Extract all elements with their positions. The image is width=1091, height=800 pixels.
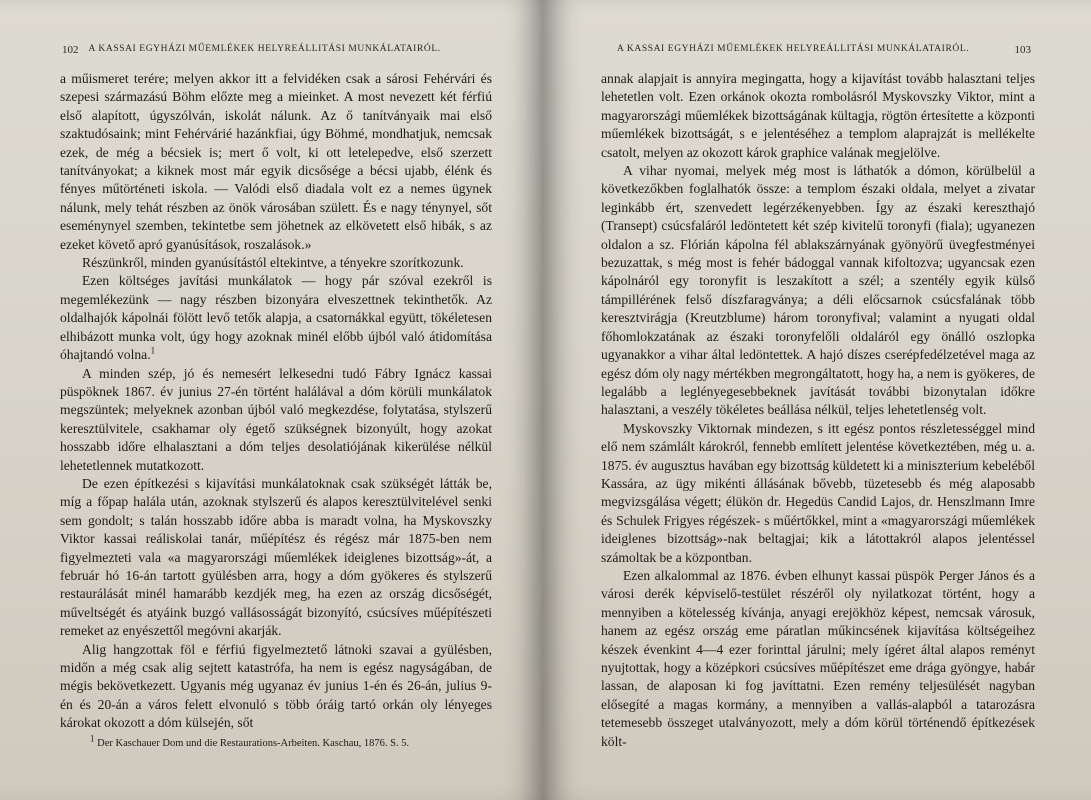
footnote-mark: 1 xyxy=(90,733,95,744)
paragraph: a műismeret terére; melyen akkor itt a felvidéken csak a sárosi Fehérvári és szepesi származású Böhm előzte meg a mieinket. A most nevezett két férfiú első alapított, úgyszólván, iskolát nálunk. Az ő tanítványaik mai első szaktudósaink; mint Fehérvárié hazánkfiai, úgy Böhmé, mondhatjuk, nemcsak ezek, de még a bécsiek is; mert ő volt, ki ott letelepedve, első szerzett tanítványokat; a kiknek most már egyik dicsősége a bécsi ujabb, élénk és fényes műtörténeti iskola. — Valódi első diadala volt ez a nemes ügynek nálunk, mely tehát részben az önök városában születt. És e nagy ténynyel, sőt eseménynyel szemben, tekintetbe sem jöhetnek az elkövetett első hibák, s az ezeket követő apró gyanúsítások, roszalások.» xyxy=(60,71,492,252)
paragraph: Ezen alkalommal az 1876. évben elhunyt kassai püspök Perger János és a városi derék képviselő-testület részéről oly nyilatkozat történt, hogy a mennyiben a kötelesség kívánja, anyagi erejökhöz képest, nemcsak városuk, hanem az egész ország eme páratlan műkincsének kijavítása költségeihez készek évenkint 4—4 ezer forinttal járulni; mely ígéret által alapos reményt nyujtottak, hogy a középkori csúcsíves műépítészet eme drága gyöngye, habár lassan, de alaposan ki fog javíttatni. Ezen remény teljesülését nagyban elősegíté a magas kormány, a mennyiben a vallás-alapból a tatarozásra tetemesebb összeget utalványozott, mely a dóm körül történendő építkezések költ- xyxy=(601,567,1035,749)
right-page-header xyxy=(603,44,1031,56)
paragraph: De ezen építkezési s kijavítási munkálatoknak csak szükségét látták be, míg a főpap halála után, azoknak stylszerű és alapos keresztülvitelével senki sem gondolt; s talán hosszabb időre abba is maradt volna, ha Myskovszky Viktor kassai reáliskolai tanár, műépítész és régész már 1875-ben nem figyelmezteti vala «a magyarországi műemlékek ideiglenes bizottság»-át, a február hó 16-án tartott gyülésben arra, hogy a dóm gyökeres és stylszerű restaurálását minél hamarább kezdjék meg, ha ezen az ország dicsőségét, műveltségét és atyáink buzgó vallásosságát bizonyító, csúcsíves műépítészeti remeket az enyészettől megóvni akarják. xyxy=(60,475,492,639)
right-body-text xyxy=(601,70,1035,751)
paragraph: A vihar nyomai, melyek még most is láthatók a dómon, körülbelül a következőkben foglalhatók össze: a templom északi oldala, melyet a zivatar leginkább ért, szenvedett legérzékenyebben. Így az északi kereszthajó (Transept) csúcsfaláról ledöntetett két szép kivitelű toronyfi (fiala); ugyanezen oldalon a sz. Flórián kápolna fél ablakszárnyának gyönyörű üvegfestményei bezuzattak, s még most is fehér bádoggal vannak kifoltozva; ugyancsak ezen kápolnáról egy toronyfit is leszakított a szél; a szentély egyik külső támpillérének felső díszfaragványa; a déli előcsarnok csúcsfalának több keresztvirágja (Kreutzblume) három toronyfival; valamint a nyugati oldal főhomlokzatának az északi toronyfelőli oldaláról egy önálló oszlopka ugyanakkor a vihar által ledöntettek. A hajó díszes cserépfedélzetével maga az egész dóm oly nagy mértékben megrongáltatott, hogy ha, a nem is gyökeres, de legalább a leglényegesebbeknek javítását további bizonytalan időkre halasztani, a veszély tökéletes beállása nélkül, teljes lehetetlenség volt. xyxy=(601,163,1035,418)
footnote-reference: 1 xyxy=(150,345,156,356)
page-number: 102 xyxy=(62,44,79,56)
page-number: 103 xyxy=(1014,44,1031,56)
paragraph: Alig hangzottak föl e férfiú figyelmeztető látnoki szavai a gyülésben, midőn a még csak alig sejtett katastrófa, ha nem is egész nagyságában, de mégis bekövetkezett. Ugyanis még ugyanaz év junius 1-én és 26-án, julius 9-én és 20-án a város felett elvonuló s több óráig tartó orkán oly lényeges károkat okozott a dóm külsején, sőt xyxy=(60,641,492,731)
paragraph: A minden szép, jó és nemesért lelkesedni tudó Fábry Ignácz kassai püspöknek 1867. év junius 27-én történt halálával a dóm körüli munkálatok megszüntek; melyeknek azonban újból való megkezdése, folytatása, stylszerű keresztülvitele, csakhamar oly égető szükségnek bizonyúlt, hogy azokat hosszabb időre elhalasztani a dóm teljes desolatiójának kikerülése nélkül lehetetlennek mutatkozott. xyxy=(60,365,492,473)
paragraph: Részünkről, minden gyanúsítástól eltekintve, a tényekre szorítkozunk. xyxy=(82,255,464,271)
paragraph: Myskovszky Viktornak mindezen, s itt egész pontos részletességgel mind elő nem számlált károkról, fennebb említett jelentése következtében, még u. a. 1875. év augusztus havában egy bizottság küldetett ki a miniszterium kebeléből Kassára, az ügy mikénti állásának bővebb, tüzetesebb és még alaposabb megvizsgálása végett; élükön dr. Hegedüs Candid Lajos, dr. Henszlmann Imre és Schulek Frigyes régészek- s műértőkkel, mint a «magyarországi műemlékek ideiglenes bizottság»-nak beltagjai; kik a látottakról alapos jelentéssel számoltak be a központban. xyxy=(601,420,1035,565)
running-head: A KASSAI EGYHÁZI MŰEMLÉKEK HELYREÁLLITÁSI MUNKÁLATAIRÓL. xyxy=(617,44,970,54)
right-page xyxy=(543,0,1091,800)
running-head: A KASSAI EGYHÁZI MŰEMLÉKEK HELYREÁLLITÁSI MUNKÁLATAIRÓL. xyxy=(88,44,441,54)
footnote xyxy=(90,733,490,749)
left-page-header xyxy=(62,44,473,56)
left-page xyxy=(0,0,543,800)
paragraph-text: Ezen költséges javítási munkálatok — hogy pár szóval ezekről is megemlékezünk — nagy részben bizonyára elveszettnek tekinthetők. Az oldalhajók kápolnái fölött levő tetők alapja, a csatornákkal együtt, tökéletesen elhibázott munka volt, úgy hogy azoknak minél előbb újból való átidomítása óhajtandó volna. xyxy=(60,273,492,363)
left-body-text xyxy=(60,70,492,733)
paragraph: annak alapjait is annyira megingatta, hogy a kijavítást tovább halasztani teljes lehetetlen volt. Ezen orkánok okozta rombolásról Myskovszky Viktor, mint a magyarországi műemlékek bizottságának kültagja, rögtön értesítette a központi műemlékek bizottságát, s e jelentéséhez a templom alaprajzát is mellékelte csatolt, melyen az okozott károk graphice valának megjelölve. xyxy=(601,71,1035,160)
footnote-text: Der Kaschauer Dom und die Restaurations-Arbeiten. Kaschau, 1876. S. 5. xyxy=(97,738,410,749)
paragraph xyxy=(60,272,492,364)
